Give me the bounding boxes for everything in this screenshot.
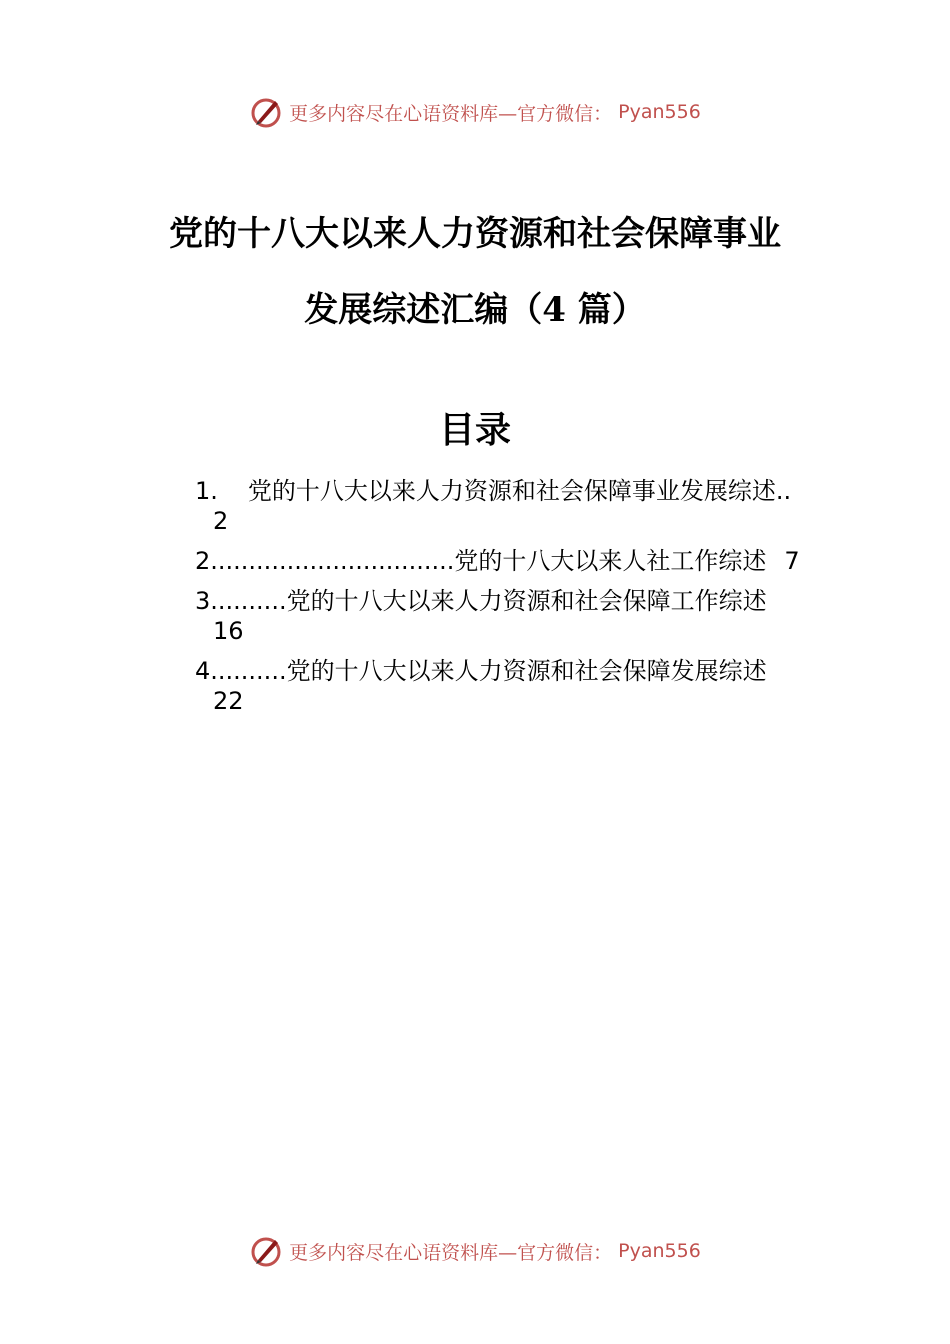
toc-entry-text: 党的十八大以来人力资源和社会保障工作综述 bbox=[286, 587, 767, 615]
toc-entry-text: 党的十八大以来人力资源和社会保障发展综述 bbox=[286, 657, 767, 685]
toc-entry-page: 22 bbox=[213, 687, 244, 715]
toc-entry-4[interactable] bbox=[195, 656, 855, 716]
toc-heading: 目录 bbox=[438, 409, 511, 451]
table-of-contents bbox=[195, 476, 855, 726]
banner-wechat-id: Pyan556 bbox=[618, 101, 701, 123]
toc-entry-leader: .......... bbox=[210, 657, 287, 685]
banner-text: 更多内容尽在心语资料库—官方微信： bbox=[289, 1241, 613, 1264]
toc-entry-page: 16 bbox=[213, 617, 244, 645]
pen-logo-icon bbox=[249, 95, 283, 129]
footer-banner bbox=[0, 1234, 950, 1268]
toc-entry-number: 2 bbox=[195, 547, 211, 575]
toc-entry-number: 4 bbox=[195, 657, 211, 685]
header-banner bbox=[0, 95, 950, 129]
toc-entry-number: 3 bbox=[195, 587, 211, 615]
document-title-line2: 发展综述汇编（4 篇） bbox=[304, 290, 646, 330]
toc-entry-leader: ................................ bbox=[210, 547, 455, 575]
toc-entry-leader: .......... bbox=[210, 587, 287, 615]
toc-entry-page: 2 bbox=[213, 507, 229, 535]
toc-entry-3[interactable] bbox=[195, 586, 855, 646]
toc-entry-text: 党的十八大以来人力资源和社会保障事业发展综述.. bbox=[247, 477, 792, 505]
document-title-line1: 党的十八大以来人力资源和社会保障事业 bbox=[169, 214, 781, 254]
toc-entry-number: 1. bbox=[195, 477, 218, 505]
toc-entry-2[interactable] bbox=[195, 546, 855, 576]
toc-entry-1[interactable] bbox=[195, 476, 855, 536]
banner-text: 更多内容尽在心语资料库—官方微信： bbox=[289, 102, 613, 125]
toc-entry-text: 党的十八大以来人社工作综述 bbox=[454, 547, 767, 575]
pen-logo-icon bbox=[249, 1234, 283, 1268]
toc-entry-page: 7 bbox=[784, 547, 800, 575]
banner-wechat-id: Pyan556 bbox=[618, 1240, 701, 1262]
